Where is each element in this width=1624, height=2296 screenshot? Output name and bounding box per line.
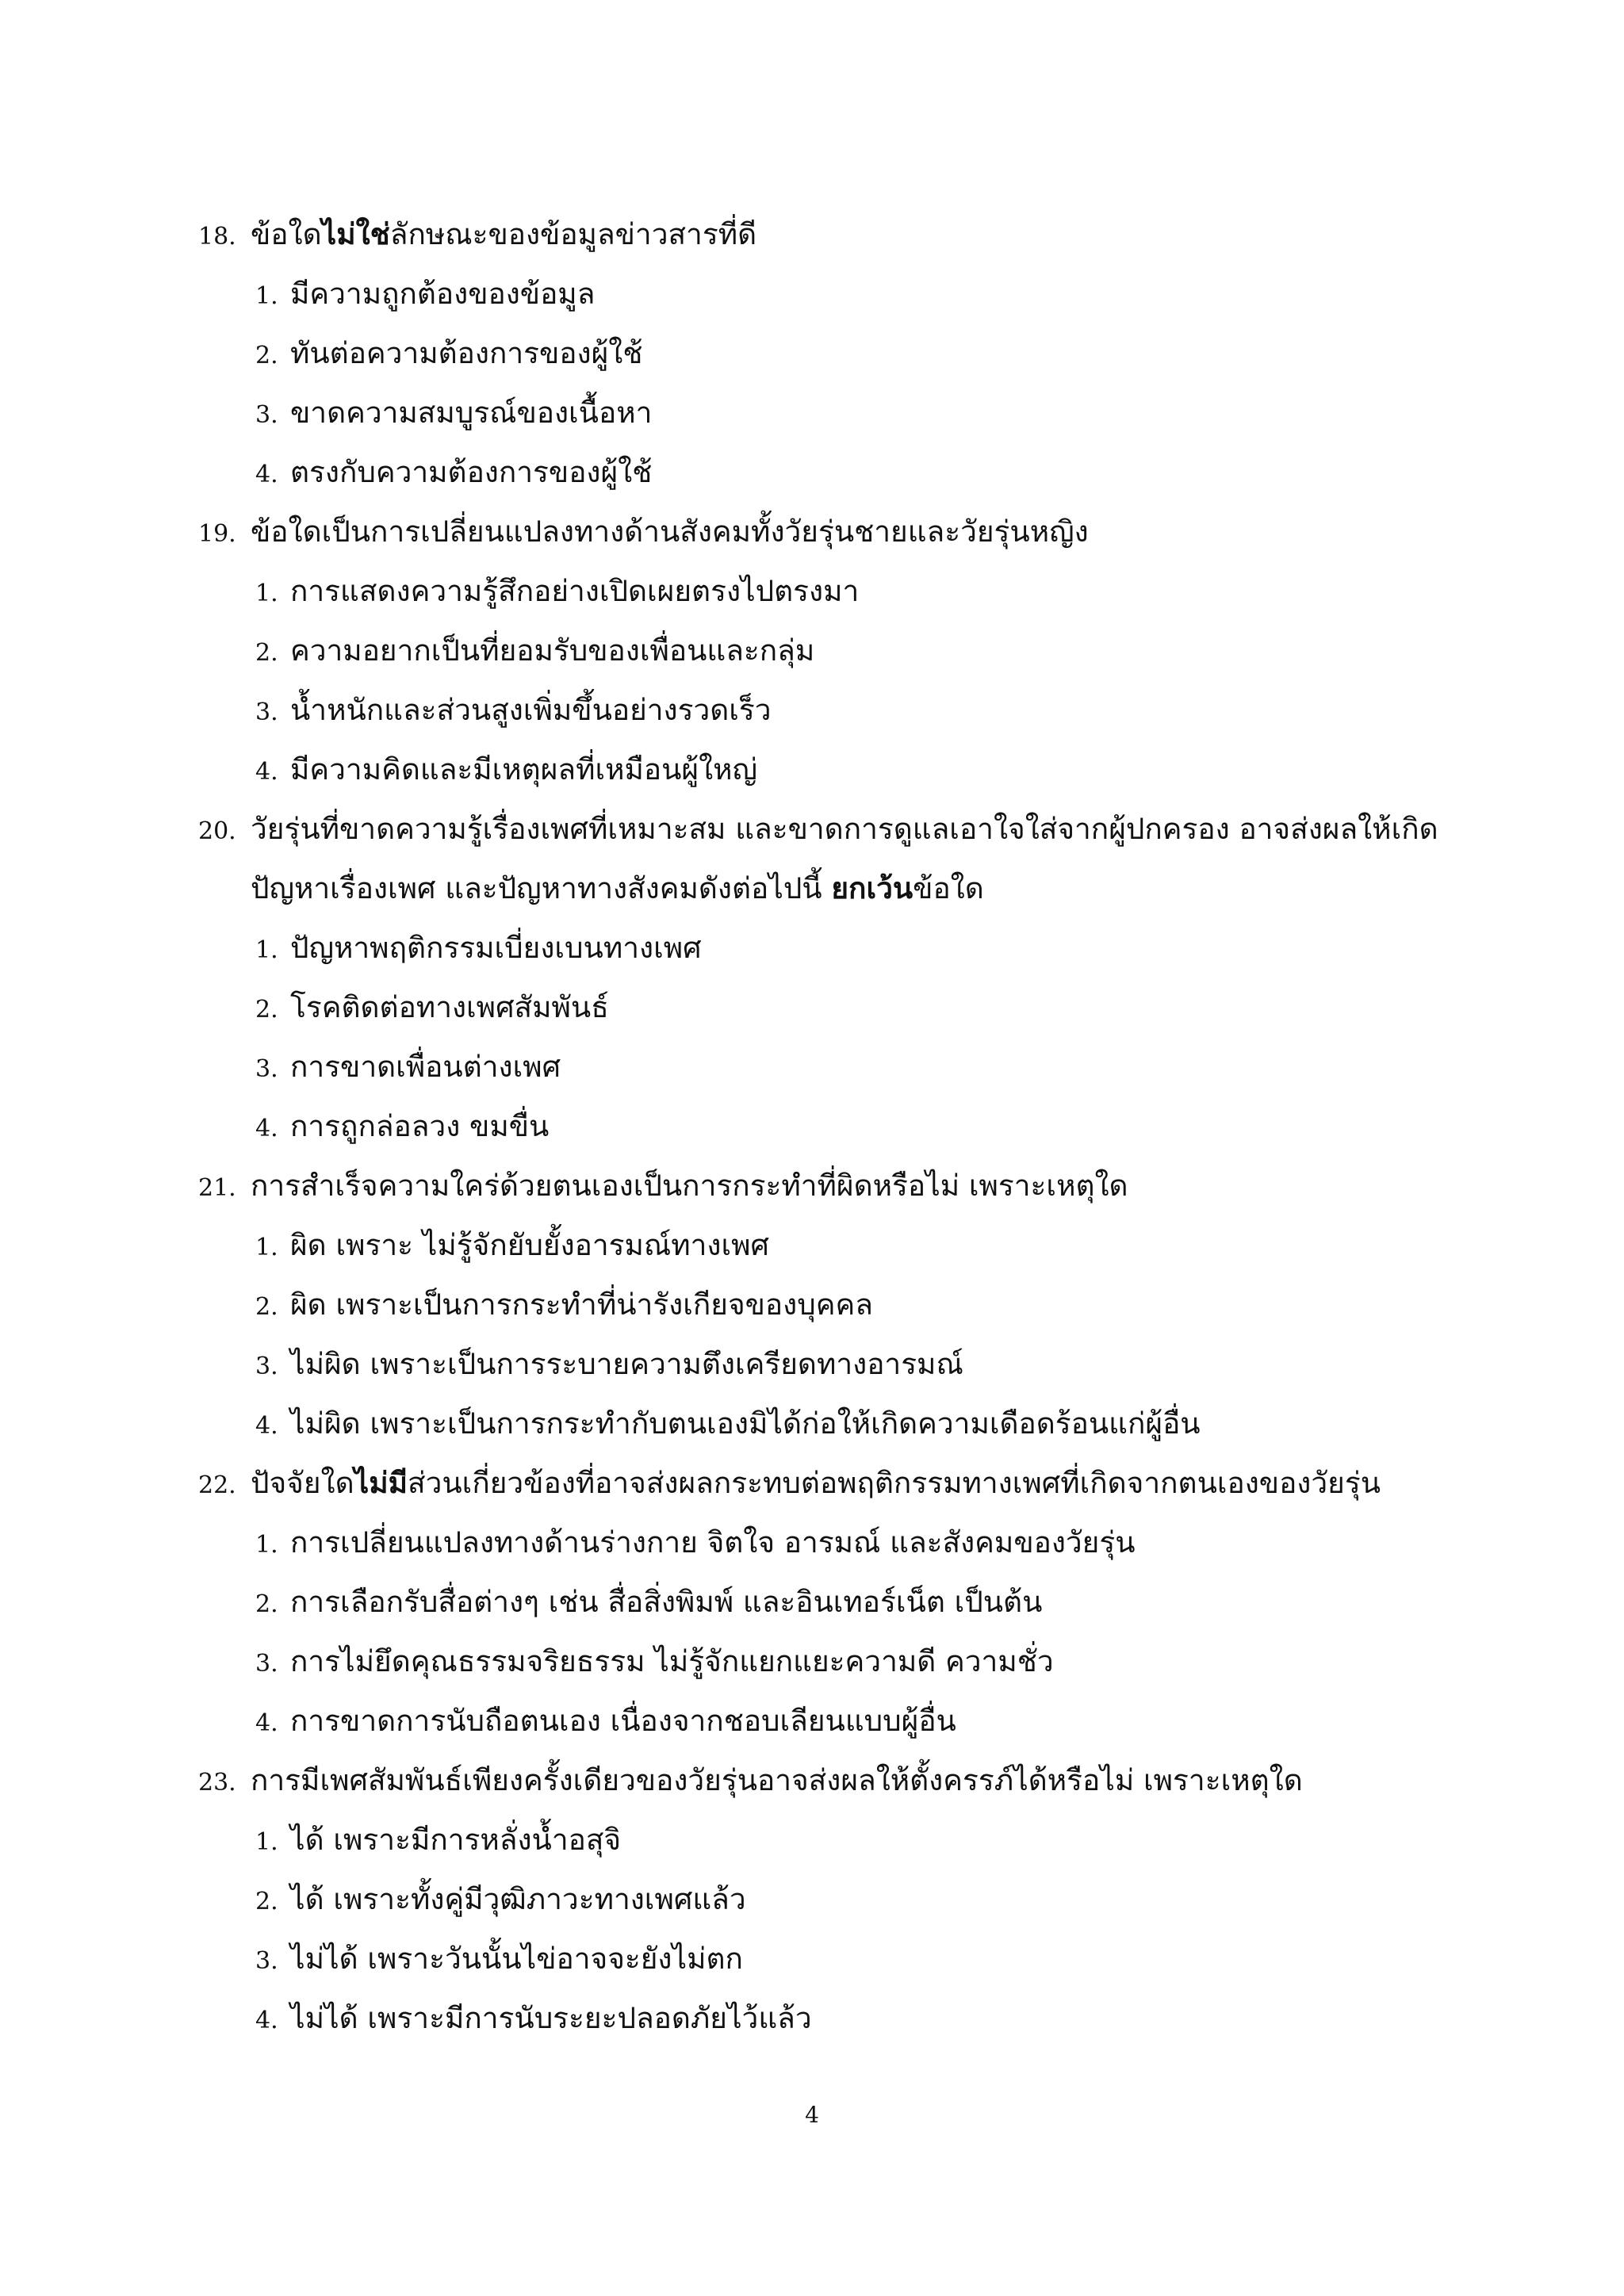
choice-text: ผิด เพราะ ไม่รู้จักยับยั้งอารมณ์ทางเพศ (290, 1228, 769, 1262)
choice-item (198, 1037, 1435, 1096)
question-text-part: ข้อใด (913, 871, 984, 905)
choice-number: 3. (255, 698, 278, 726)
question-emphasis: ไม่ใช่ (321, 216, 390, 251)
choice-text: การขาดเพื่อนต่างเพศ (290, 1050, 561, 1084)
choice-text: น้ำหนักและส่วนสูงเพิ่มขึ้นอย่างรวดเร็ว (290, 693, 772, 727)
choice-text: ไม่ผิด เพราะเป็นการกระทำกับตนเองมิได้ก่อให้เกิดความเดือดร้อนแก่ผู้อื่น (290, 1406, 1201, 1441)
choice-text: ขาดความสมบูรณ์ของเนื้อหา (290, 396, 653, 430)
choice-item (198, 978, 1435, 1037)
choice-number: 3. (255, 401, 278, 429)
choice-number: 4. (255, 461, 278, 488)
choice-item (198, 1275, 1435, 1334)
choice-number: 2. (255, 1888, 278, 1915)
choice-number: 1. (255, 1234, 278, 1261)
choice-text: การไม่ยึดคุณธรรมจริยธรรม ไม่รู้จักแยกแยะความดี ความชั่ว (290, 1644, 1054, 1678)
choice-text: ไม่ผิด เพราะเป็นการระบายความตึงเครียดทางอารมณ์ (290, 1347, 963, 1381)
question-text-part: ปัญหาเรื่องเพศ และปัญหาทางสังคมดังต่อไปนี้ (251, 871, 832, 905)
question-number: 19. (198, 520, 236, 548)
page-number: 4 (805, 2102, 819, 2128)
choice-number: 1. (255, 936, 278, 964)
choice-text: มีความถูกต้องของข้อมูล (290, 277, 596, 311)
question-20 (198, 799, 1438, 1156)
question-number: 23. (198, 1769, 236, 1797)
choice-item (198, 1869, 1435, 1929)
choice-text: การเลือกรับสื่อต่างๆ เช่น สื่อสิ่งพิมพ์ และอินเทอร์เน็ต เป็นต้น (290, 1585, 1043, 1619)
question-text (251, 1453, 1381, 1513)
choice-number: 2. (255, 1293, 278, 1321)
choice-text: มีความคิดและมีเหตุผลที่เหมือนผู้ใหญ่ (290, 752, 758, 786)
question-emphasis: ไม่มี (354, 1465, 408, 1500)
choice-number: 2. (255, 1590, 278, 1618)
choice-number: 1. (255, 1828, 278, 1856)
choice-number: 4. (255, 758, 278, 786)
question-stem-continuation (198, 859, 1435, 918)
question-emphasis: ยกเว้น (831, 871, 914, 905)
choice-text: ไม่ได้ เพราะวันนั้นไข่อาจจะยังไม่ตก (290, 1942, 743, 1976)
choice-text: ผิด เพราะเป็นการกระทำที่น่ารังเกียจของบุคคล (290, 1288, 873, 1322)
question-stem (198, 1156, 1435, 1215)
choice-text: การเปลี่ยนแปลงทางด้านร่างกาย จิตใจ อารมณ์ และสังคมของวัยรุ่น (290, 1525, 1136, 1559)
question-stem (198, 1453, 1435, 1513)
choice-number: 3. (255, 1947, 278, 1975)
choice-item (198, 264, 1435, 323)
choice-text: ปัญหาพฤติกรรมเบี่ยงเบนทางเพศ (290, 931, 702, 965)
choice-item (198, 1929, 1435, 1988)
choice-text: การถูกล่อลวง ขมขื่น (290, 1109, 550, 1143)
choice-item (198, 1215, 1435, 1275)
question-stem (198, 799, 1438, 859)
choice-number: 1. (255, 580, 278, 607)
question-text-part: ลักษณะของข้อมูลข่าวสารที่ดี (389, 217, 757, 251)
choice-number: 1. (255, 282, 278, 310)
question-23 (198, 1751, 1435, 2048)
question-22 (198, 1453, 1435, 1751)
choice-text: ได้ เพราะมีการหลั่งน้ำอสุจิ (290, 1823, 622, 1857)
choice-number: 3. (255, 1353, 278, 1380)
question-21 (198, 1156, 1435, 1453)
choice-item (198, 1394, 1435, 1453)
question-text (251, 859, 984, 918)
choice-number: 3. (255, 1650, 278, 1678)
choice-item (198, 1334, 1435, 1394)
question-text (251, 205, 756, 264)
question-list (198, 205, 1438, 2048)
choice-item (198, 1988, 1435, 2048)
question-text: การสำเร็จความใคร่ด้วยตนเองเป็นการกระทำที่ผิดหรือไม่ เพราะเหตุใด (251, 1169, 1128, 1203)
choice-item (198, 1513, 1435, 1572)
choice-text: ความอยากเป็นที่ยอมรับของเพื่อนและกลุ่ม (290, 633, 815, 668)
question-number: 22. (198, 1471, 236, 1499)
choice-text: การแสดงความรู้สึกอย่างเปิดเผยตรงไปตรงมา (290, 574, 860, 608)
choice-text: ไม่ได้ เพราะมีการนับระยะปลอดภัยไว้แล้ว (290, 2001, 812, 2035)
choice-number: 4. (255, 2007, 278, 2034)
choice-item (198, 1632, 1435, 1691)
choice-item (198, 1572, 1435, 1632)
choice-text: ได้ เพราะทั้งคู่มีวุฒิภาวะทางเพศแล้ว (290, 1882, 746, 1916)
choice-number: 2. (255, 639, 278, 667)
choice-number: 1. (255, 1531, 278, 1559)
question-stem (198, 205, 1435, 264)
question-text: วัยรุ่นที่ขาดความรู้เรื่องเพศที่เหมาะสม และขาดการดูแลเอาใจใส่จากผู้ปกครอง อาจส่งผลให้เกิด (251, 812, 1438, 846)
question-19 (198, 502, 1435, 799)
choice-item (198, 621, 1435, 680)
question-text-part: ข้อใด (251, 217, 322, 251)
question-stem (198, 502, 1435, 561)
question-number: 21. (198, 1174, 236, 1202)
choice-item (198, 680, 1435, 740)
choice-item (198, 1096, 1435, 1156)
question-text: การมีเพศสัมพันธ์เพียงครั้งเดียวของวัยรุ่นอาจส่งผลให้ตั้งครรภ์ได้หรือไม่ เพราะเหตุใด (251, 1763, 1303, 1797)
question-number: 20. (198, 817, 236, 845)
choice-text: ตรงกับความต้องการของผู้ใช้ (290, 455, 653, 489)
choice-text: โรคติดต่อทางเพศสัมพันธ์ (290, 990, 609, 1024)
choice-item (198, 561, 1435, 621)
question-text: ข้อใดเป็นการเปลี่ยนแปลงทางด้านสังคมทั้งวัยรุ่นชายและวัยรุ่นหญิง (251, 515, 1089, 549)
question-18 (198, 205, 1435, 502)
choice-item (198, 918, 1435, 978)
choice-number: 2. (255, 342, 278, 369)
choice-item (198, 740, 1435, 799)
question-text-part: ส่วนเกี่ยวข้องที่อาจส่งผลกระทบต่อพฤติกรรมทางเพศที่เกิดจากตนเองของวัยรุ่น (408, 1466, 1381, 1500)
question-number: 18. (198, 223, 236, 251)
choice-text: ทันต่อความต้องการของผู้ใช้ (290, 336, 643, 370)
choice-number: 3. (255, 1055, 278, 1083)
question-text-part: ปัจจัยใด (251, 1466, 354, 1500)
choice-item (198, 1691, 1435, 1751)
choice-item (198, 383, 1435, 442)
choice-text: การขาดการนับถือตนเอง เนื่องจากชอบเลียนแบบผู้อื่น (290, 1704, 956, 1738)
choice-item (198, 442, 1435, 502)
choice-item (198, 323, 1435, 383)
choice-item (198, 1810, 1435, 1869)
question-stem (198, 1751, 1435, 1810)
choice-number: 4. (255, 1412, 278, 1440)
choice-number: 4. (255, 1115, 278, 1142)
choice-number: 4. (255, 1709, 278, 1737)
choice-number: 2. (255, 996, 278, 1024)
